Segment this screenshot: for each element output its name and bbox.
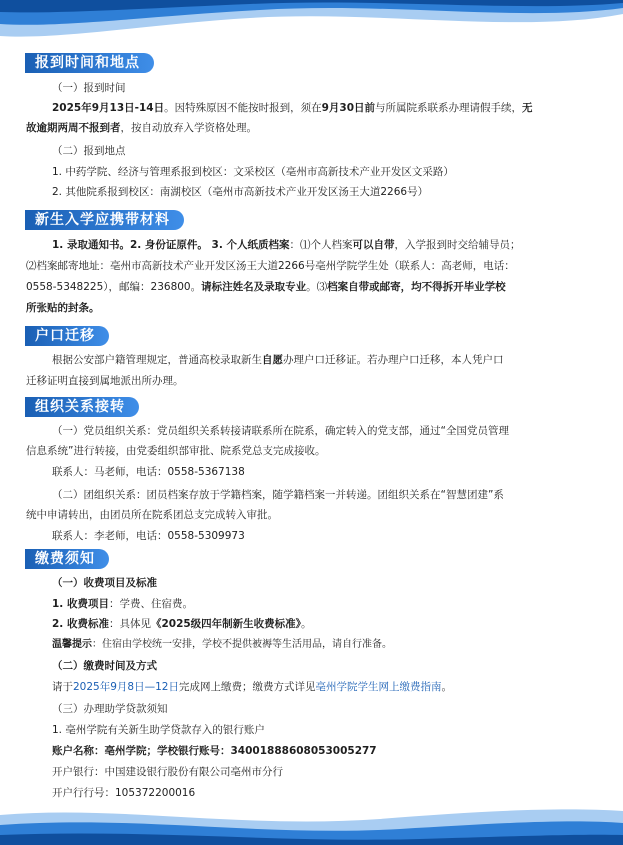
fee-items-value: ：学费、住宿费。 (108, 598, 193, 610)
loan-line-1: 1. 亳州学院有关新生助学贷款存入的银行账户 (52, 724, 265, 736)
materials-line-3 (26, 277, 506, 297)
section-header-payment: 缴费须知 (25, 549, 109, 569)
warning-line (26, 118, 257, 138)
payment-text-b: 完成网上缴费；缴费方式详见 (178, 681, 316, 693)
label-instruction: 请标注姓名及录取专业 (201, 281, 307, 293)
warm-tip-text: ：住宿由学校统一安排，学校不提供被褥等生活用品，请自行准备。 (92, 639, 392, 650)
party-line-1: （一）党员组织关系：党员组织关系转接请联系所在院系，确定转入的党支部，通过“全国党员管理 (52, 425, 509, 437)
subheading-fees: （一）收费项目及标准 (52, 577, 157, 589)
league-line-1: （二）团组织关系：团员档案存放于学籍档案，随学籍档案一并转递。团组织关系在“智慧团建”系 (52, 489, 504, 501)
seal-warning-tail: 所张贴的封条。 (26, 302, 100, 314)
party-contact: 联系人：马老师，电话：0558-5367138 (52, 466, 245, 478)
fee-standard (52, 614, 311, 634)
materials-bold-2: 可以自带 (352, 239, 395, 251)
household-line-1 (52, 350, 504, 370)
warning-tail: ，按自动放弃入学资格处理。 (120, 122, 257, 134)
section-header-materials: 新生入学应携带材料 (25, 210, 184, 230)
subheading-location: （二）报到地点 (52, 145, 126, 157)
subheading-time: （一）报到时间 (52, 82, 126, 94)
leave-deadline: 9月30日前 (321, 102, 376, 114)
loan-bank-code: 开户行行号：105372200016 (52, 787, 196, 799)
loan-bank: 开户银行：中国建设银行股份有限公司亳州市分行 (52, 766, 283, 778)
payment-date: 2025年9月8日—12日 (73, 681, 179, 693)
league-contact: 联系人：李老师，电话：0558-5309973 (52, 530, 245, 542)
household-text-b: 办理户口迁移证。若办理户口迁移，本人凭户口 (283, 354, 504, 366)
date-note-2: 与所属院系联系办理请假手续， (375, 102, 523, 114)
seal-warning: 档案自带或邮寄，均不得拆开毕业学校 (327, 281, 506, 293)
materials-text: ：⑴个人档案 (289, 239, 353, 251)
materials-list: 1. 录取通知书。2. 身份证原件。 3. 个人纸质档案 (52, 239, 290, 251)
payment-time-line (52, 677, 452, 697)
warning-part-2: 故逾期两周不报到者 (26, 122, 121, 134)
contact-phone: 0558-5348225），邮编：236800。 (26, 281, 202, 293)
warning-part-1: 无 (522, 102, 533, 114)
fee-standard-text: ：具体见 (108, 618, 151, 630)
subheading-payment-time: （二）缴费时间及方式 (52, 660, 157, 672)
date-note: 。因特殊原因不能按时报到，须在 (164, 102, 322, 114)
party-line-2: 信息系统”进行转接，由党委组织部审批、院系党总支完成接收。 (26, 445, 326, 457)
warm-tip (52, 635, 392, 655)
household-line-2: 迁移证明直接到属地派出所办理。 (26, 375, 184, 387)
fee-items-label: 1. 收费项目 (52, 598, 109, 610)
household-voluntary: 自愿 (262, 354, 283, 366)
fee-standard-tail: 。 (300, 618, 312, 630)
warm-tip-label: 温馨提示 (52, 639, 92, 650)
registration-date-line (52, 98, 533, 118)
household-text-a: 根据公安部户籍管理规定，普通高校录取新生 (52, 354, 262, 366)
registration-date: 2025年9月13日-14日 (52, 102, 165, 114)
payment-text-c: 。 (441, 681, 452, 693)
top-wave-decoration (0, 0, 623, 60)
materials-text-2: ，入学报到时交给辅导员； (394, 239, 521, 251)
section-header-registration: 报到时间和地点 (25, 53, 154, 73)
section-header-household: 户口迁移 (25, 326, 109, 346)
section-header-organization: 组织关系接转 (25, 397, 139, 417)
materials-line-1 (52, 235, 521, 255)
fee-standard-label: 2. 收费标准 (52, 618, 109, 630)
materials-text-3: 。⑶ (306, 281, 328, 293)
payment-guide-link[interactable]: 亳州学院学生网上缴费指南 (315, 681, 442, 693)
fee-standard-doc: 《2025级四年制新生收费标准》 (150, 618, 301, 630)
league-line-2: 统中申请转出，由团员所在院系团总支完成转入审批。 (26, 509, 278, 521)
location-2: 2. 其他院系报到校区：南湖校区（亳州市高新技术产业开发区汤王大道2266号） (52, 186, 429, 198)
materials-line-2: ⑵档案邮寄地址：亳州市高新技术产业开发区汤王大道2266号亳州学院学生处（联系人：高老师，电话： (26, 260, 515, 272)
subheading-loan: （三）办理助学贷款须知 (52, 703, 168, 715)
loan-account: 账户名称：亳州学院；学校银行账号：34001888608053005277 (52, 745, 377, 757)
materials-line-4 (26, 298, 100, 318)
fee-items (52, 594, 193, 614)
payment-text-a: 请于 (52, 681, 73, 693)
location-1: 1. 中药学院、经济与管理系报到校区：文采校区（亳州市高新技术产业开发区文采路） (52, 166, 454, 178)
